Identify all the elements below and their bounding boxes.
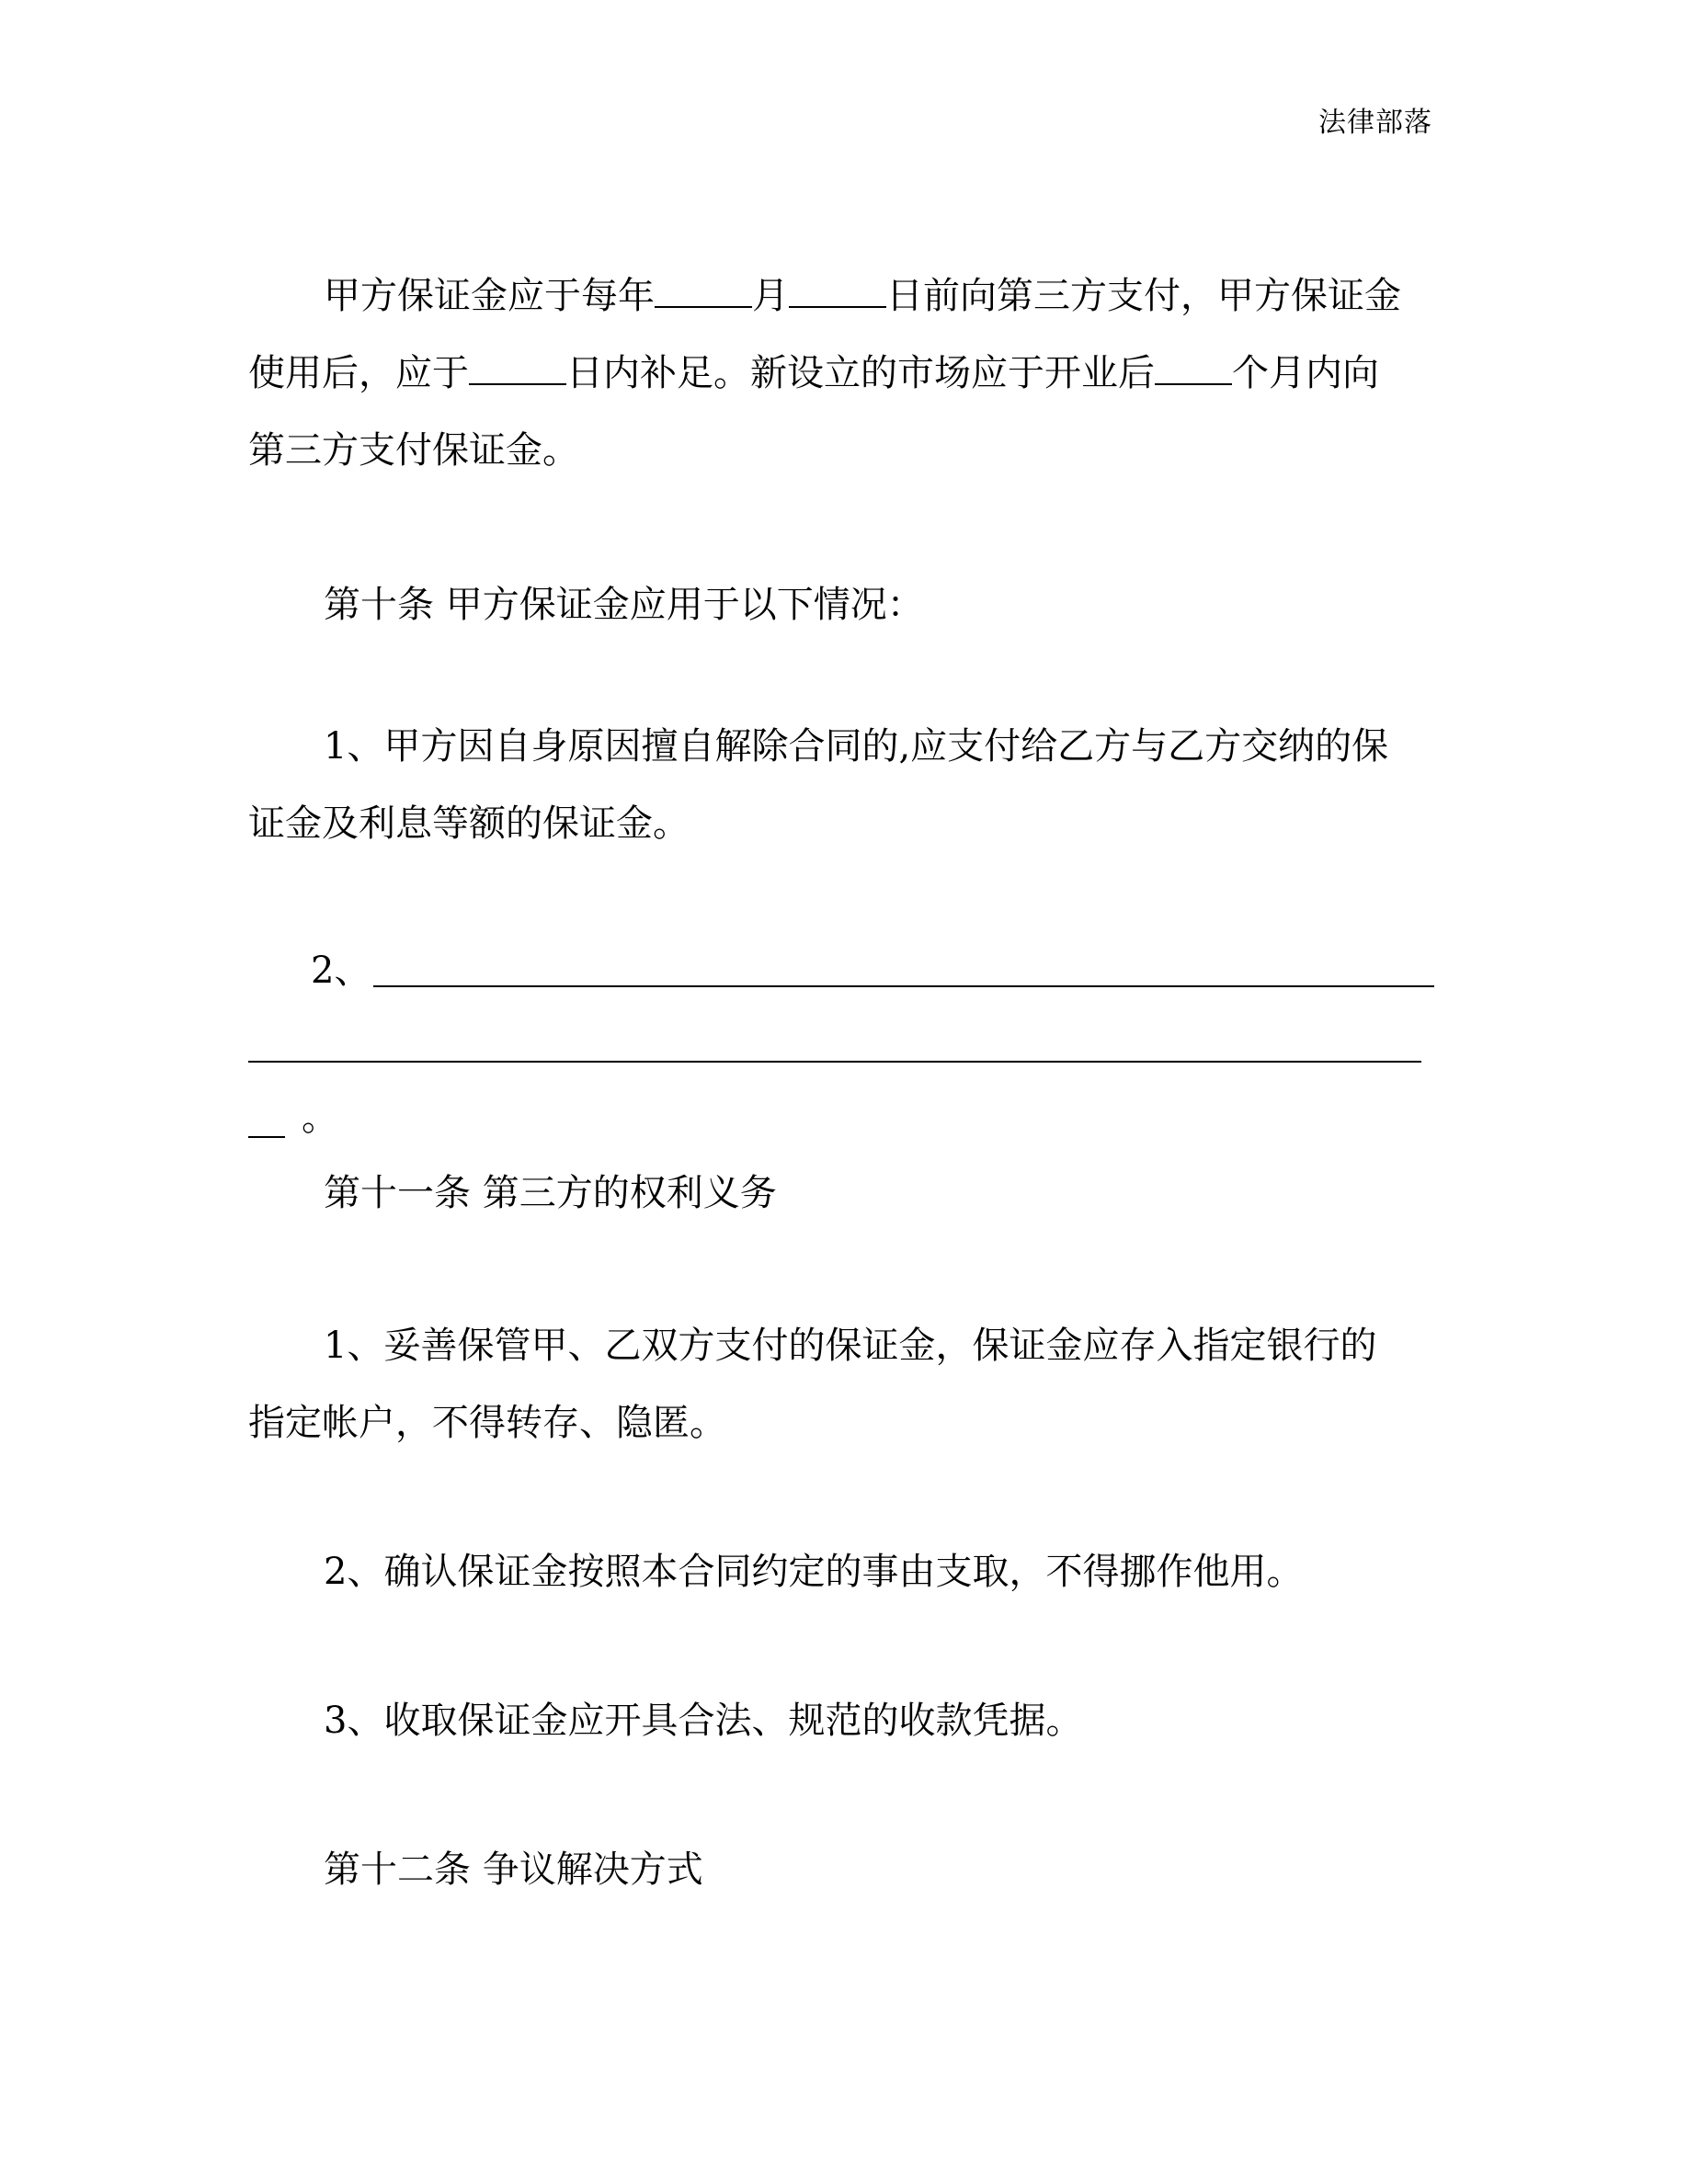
days-blank [469, 352, 566, 385]
article-10-item-2 [248, 932, 1434, 1143]
item-2-end: 。 [302, 1097, 338, 1139]
months-blank [1155, 352, 1232, 385]
article-10-title: 第十条 甲方保证金应用于以下情况： [324, 584, 924, 626]
article-11-item-2: 2、确认保证金按照本合同约定的事由支取，不得挪作他用。 [324, 1551, 1304, 1593]
fill-in-line [248, 1136, 285, 1138]
paragraph-line: 甲方保证金应于每年 月 日前向第三方支付，甲方保证金 [324, 275, 1401, 317]
article-11-title: 第十一条 第三方的权利义务 [324, 1172, 777, 1214]
article-12-title: 第十二条 争议解决方式 [324, 1848, 703, 1891]
article-11-item-1: 1、妥善保管甲、乙双方支付的保证金，保证金应存入指定银行的 指定帐户，不得转存、隐匿。 [248, 1325, 1377, 1444]
day-blank [789, 275, 886, 308]
paragraph-line: 第三方支付保证金。 [248, 429, 579, 472]
paragraph-line: 使用后，应于 日内补足。新设立的市场应于开业后 个月内向 [248, 352, 1379, 394]
deposit-payment-paragraph [248, 257, 1434, 489]
month-blank [655, 275, 752, 308]
page-header: 法律部落 [1318, 107, 1432, 139]
article-10-item-1: 1、甲方因自身原因擅自解除合同的,应支付给乙方与乙方交纳的保 证金及利息等额的保证金。 [248, 725, 1389, 845]
article-11-item-3: 3、收取保证金应开具合法、规范的收款凭据。 [324, 1700, 1083, 1742]
fill-in-line [373, 985, 1434, 987]
item-2-line: 2、 [311, 950, 371, 992]
fill-in-line [248, 1061, 1421, 1063]
